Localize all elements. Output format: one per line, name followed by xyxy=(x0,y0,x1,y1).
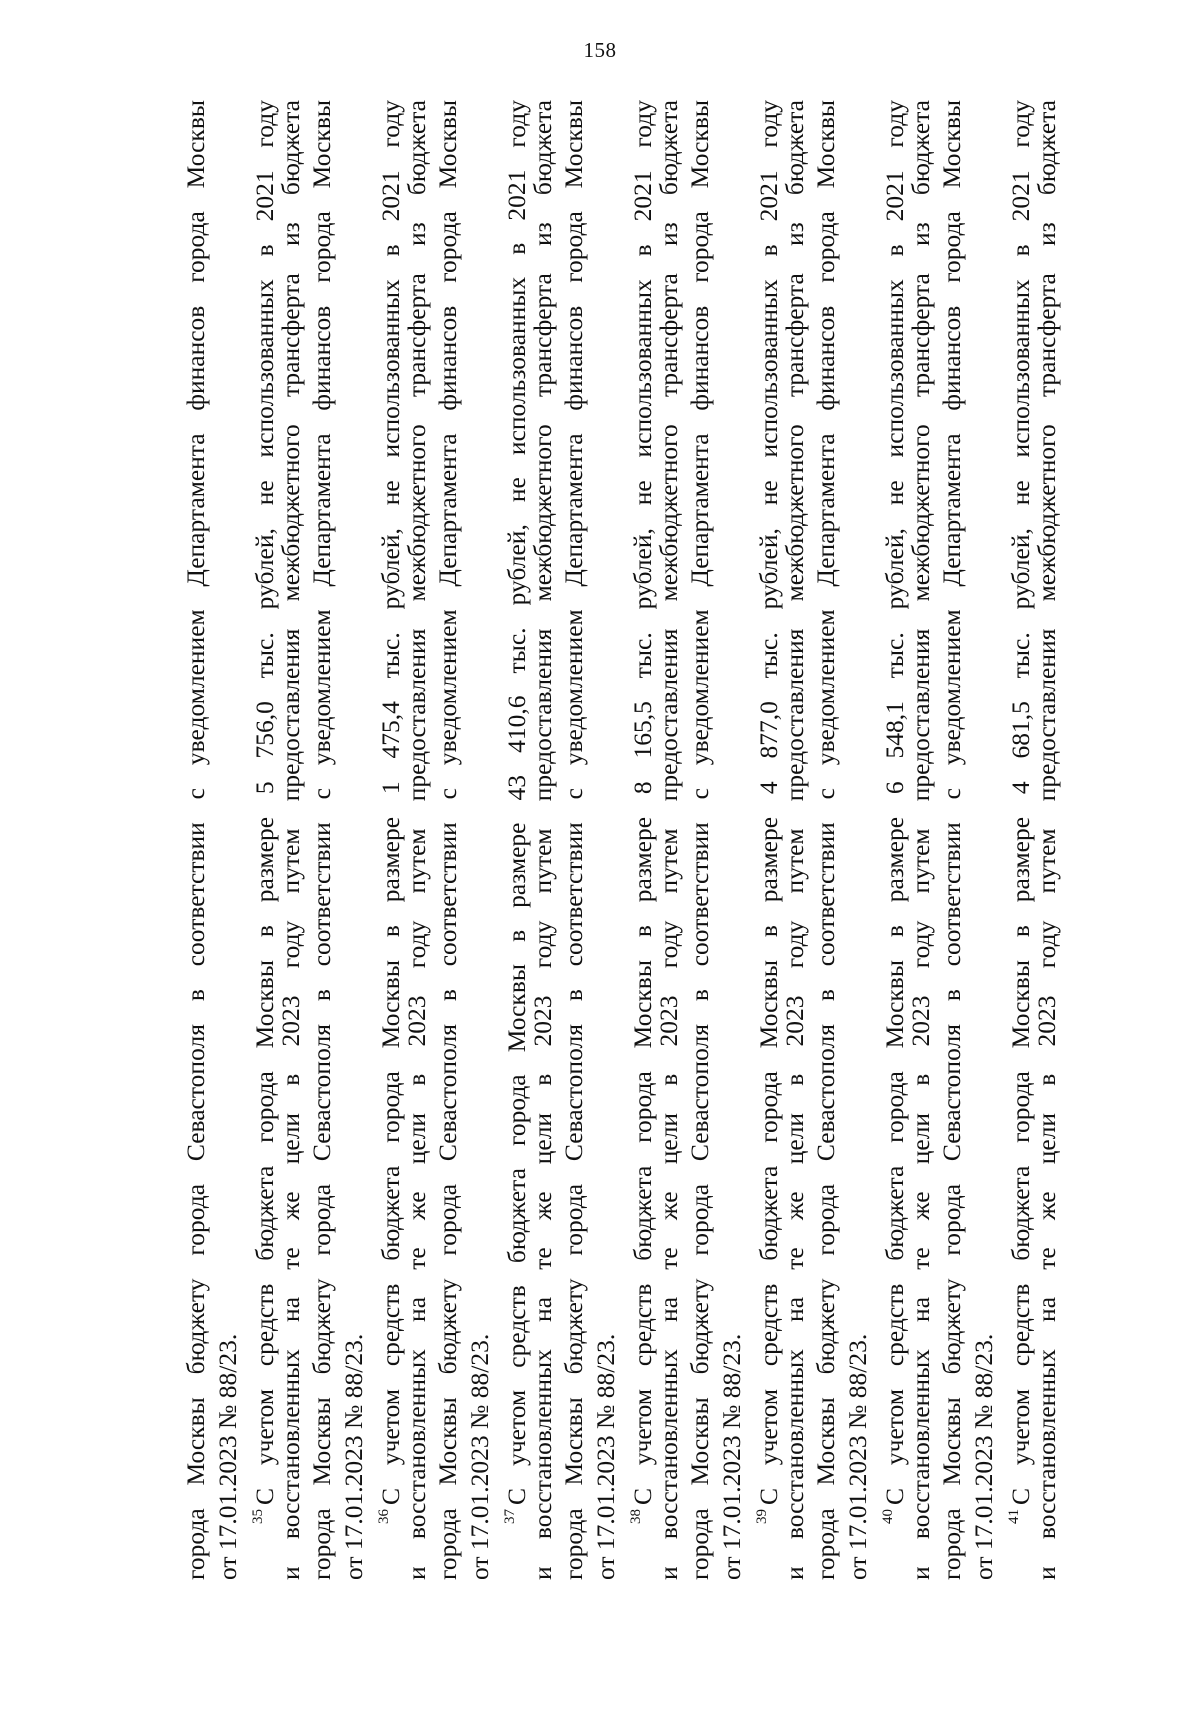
footnote-38 xyxy=(621,100,747,1580)
footnote-line xyxy=(999,100,1035,1580)
footnote-marker: 41 xyxy=(1006,1509,1022,1524)
footnote-text: С учетом средств бюджета города Москвы в размере 5 756,0 тыс. рублей, не использованных в 2021 году xyxy=(250,100,279,1505)
footnote-line: города Москвы бюджету города Севастополя в соответствии с уведомлением Департамента финансов города Москвы xyxy=(559,100,588,1580)
footnote-line: города Москвы бюджету города Севастополя в соответствии с уведомлением Департамента финансов города Москвы xyxy=(433,100,462,1580)
footnote-text: С учетом средств бюджета города Москвы в размере 1 475,4 тыс. рублей, не использованных в 2021 году xyxy=(376,100,405,1505)
footnote-36 xyxy=(369,100,495,1580)
footnote-line: от 17.01.2023 № 88/23. xyxy=(590,1333,620,1580)
footnote-text: С учетом средств бюджета города Москвы в размере 4 681,5 тыс. рублей, не использованных в 2021 году xyxy=(1006,100,1035,1505)
footnote-text: С учетом средств бюджета города Москвы в размере 6 548,1 тыс. рублей, не использованных в 2021 году xyxy=(880,100,909,1505)
footnote-40 xyxy=(873,100,999,1580)
footnote-line: от 17.01.2023 № 88/23. xyxy=(716,1333,746,1580)
footnote-line: города Москвы бюджету города Севастополя в соответствии с уведомлением Департамента финансов города Москвы xyxy=(307,100,336,1580)
footnote-line: города Москвы бюджету города Севастополя в соответствии с уведомлением Департамента финансов города Москвы xyxy=(181,100,210,1580)
footnote-line: города Москвы бюджету города Севастополя в соответствии с уведомлением Департамента финансов города Москвы xyxy=(685,100,714,1580)
footnote-line: от 17.01.2023 № 88/23. xyxy=(968,1333,998,1580)
footnote-marker: 40 xyxy=(880,1509,896,1524)
footnote-39 xyxy=(747,100,873,1580)
footnote-line: от 17.01.2023 № 88/23. xyxy=(338,1333,368,1580)
footnote-line xyxy=(369,100,405,1580)
footnote-text: С учетом средств бюджета города Москвы в размере 4 877,0 тыс. рублей, не использованных в 2021 году xyxy=(754,100,783,1505)
rotated-footnotes-body xyxy=(180,100,1110,1580)
footnote-line xyxy=(747,100,783,1580)
footnote-line xyxy=(495,100,531,1580)
footnote-line: города Москвы бюджету города Севастополя в соответствии с уведомлением Департамента финансов города Москвы xyxy=(937,100,966,1580)
footnote-37 xyxy=(495,100,621,1580)
footnote-line xyxy=(873,100,909,1580)
footnote-line: и восстановленных на те же цели в 2023 году путем предоставления межбюджетного трансферта из бюджета xyxy=(779,100,809,1580)
footnote-line: и восстановленных на те же цели в 2023 году путем предоставления межбюджетного трансферта из бюджета xyxy=(401,100,431,1580)
footnote-line: от 17.01.2023 № 88/23. xyxy=(842,1333,872,1580)
footnote-35 xyxy=(243,100,369,1580)
footnote-41 xyxy=(999,100,1062,1580)
footnote-text: С учетом средств бюджета города Москвы в размере 43 410,6 тыс. рублей, не использованных в 2021 году xyxy=(502,100,531,1505)
footnote-line: и восстановленных на те же цели в 2023 году путем предоставления межбюджетного трансферта из бюджета xyxy=(275,100,305,1580)
footnote-line: города Москвы бюджету города Севастополя в соответствии с уведомлением Департамента финансов города Москвы xyxy=(811,100,840,1580)
footnote-line: и восстановленных на те же цели в 2023 году путем предоставления межбюджетного трансферта из бюджета xyxy=(905,100,935,1580)
footnote-line: от 17.01.2023 № 88/23. xyxy=(212,1333,242,1580)
footnote-marker: 38 xyxy=(628,1509,644,1524)
footnote-line: и восстановленных на те же цели в 2023 году путем предоставления межбюджетного трансферта из бюджета xyxy=(653,100,683,1580)
footnote-text: С учетом средств бюджета города Москвы в размере 8 165,5 тыс. рублей, не использованных в 2021 году xyxy=(628,100,657,1505)
footnote-marker: 36 xyxy=(376,1509,392,1524)
footnote-marker: 35 xyxy=(250,1509,266,1524)
continued-footnote xyxy=(180,100,243,1580)
footnote-line xyxy=(621,100,657,1580)
footnote-marker: 37 xyxy=(502,1509,518,1524)
page-number: 158 xyxy=(583,38,617,62)
footnote-marker: 39 xyxy=(754,1509,770,1524)
footnote-line: и восстановленных на те же цели в 2023 году путем предоставления межбюджетного трансферта из бюджета xyxy=(527,100,557,1580)
footnote-line: и восстановленных на те же цели в 2023 году путем предоставления межбюджетного трансферта из бюджета xyxy=(1031,100,1061,1580)
footnote-line xyxy=(243,100,279,1580)
footnote-line: от 17.01.2023 № 88/23. xyxy=(464,1333,494,1580)
